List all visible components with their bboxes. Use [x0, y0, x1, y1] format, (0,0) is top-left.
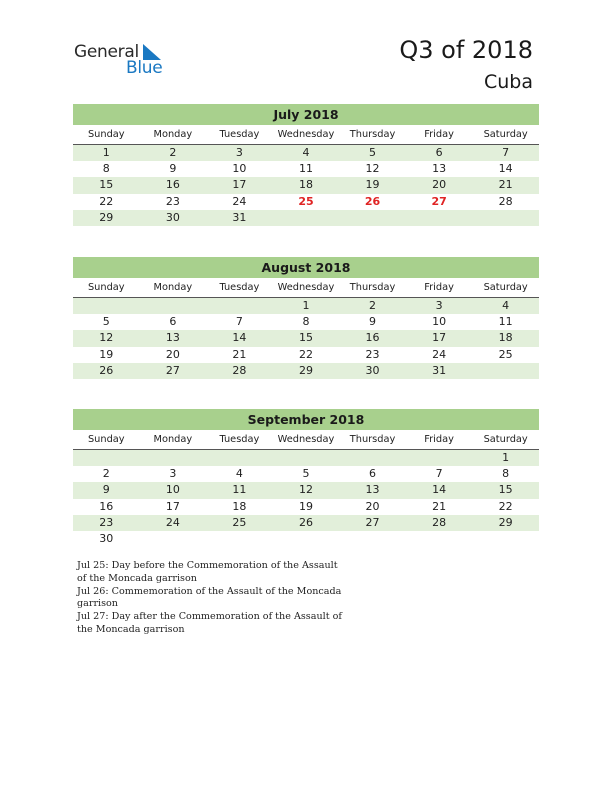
day-cell: 19	[298, 499, 313, 513]
day-cell	[406, 450, 473, 466]
day-cell: 11	[498, 315, 513, 329]
day-cell: 15	[298, 331, 313, 345]
weekday-label: Sunday	[87, 434, 125, 445]
day-cell: 26	[298, 515, 313, 529]
week-row	[73, 531, 539, 547]
day-cell: 31	[432, 363, 447, 377]
day-cell	[339, 210, 406, 226]
week-row	[73, 363, 539, 379]
week-row	[73, 499, 539, 515]
weekday-label: Saturday	[483, 282, 528, 293]
day-cell: 21	[432, 499, 447, 513]
generalblue-logo	[74, 42, 174, 78]
day-cell: 1	[302, 299, 310, 312]
holiday-note: Jul 26: Commemoration of the Assault of the Moncada garrison	[77, 585, 342, 610]
day-cell: 22	[298, 347, 313, 361]
weekday-label: Friday	[424, 129, 454, 140]
weekday-label: Sunday	[87, 282, 125, 293]
weekday-label: Tuesday	[219, 129, 260, 140]
week-row	[73, 314, 539, 330]
weeks-container	[73, 145, 539, 226]
day-cell: 14	[432, 483, 447, 497]
day-cell: 3	[169, 467, 177, 481]
country-name: Cuba	[483, 71, 533, 93]
day-cell: 20	[432, 178, 447, 192]
month-calendar-august	[73, 257, 539, 379]
weeks-container	[73, 450, 539, 547]
day-cell: 25	[498, 347, 513, 361]
day-cell: 30	[365, 363, 380, 377]
holiday-day-cell: 25	[298, 194, 314, 208]
weekday-label: Thursday	[349, 129, 396, 140]
day-cell: 16	[365, 331, 380, 345]
weekday-label: Tuesday	[219, 434, 260, 445]
day-cell: 30	[165, 210, 180, 224]
day-cell: 4	[302, 146, 310, 159]
day-cell: 9	[169, 162, 177, 176]
week-row	[73, 466, 539, 482]
day-cell	[472, 210, 539, 226]
day-cell	[406, 210, 473, 226]
weekday-label: Wednesday	[277, 282, 335, 293]
logo-text-blue: Blue	[126, 58, 163, 78]
week-row	[73, 450, 539, 466]
day-cell: 17	[165, 499, 180, 513]
day-cell: 24	[165, 515, 180, 529]
day-cell: 22	[498, 499, 513, 513]
day-cell: 24	[232, 194, 247, 208]
week-row	[73, 194, 539, 210]
day-cell: 17	[232, 178, 247, 192]
holiday-note: Jul 27: Day after the Commemoration of the Assault of the Moncada garrison	[77, 611, 342, 635]
day-cell: 20	[365, 499, 380, 513]
day-cell: 28	[232, 363, 247, 377]
weekday-header-row	[73, 432, 539, 450]
day-cell: 10	[432, 315, 447, 329]
weekday-label: Friday	[424, 434, 454, 445]
day-cell: 7	[435, 467, 443, 481]
week-row	[73, 145, 539, 161]
day-cell	[273, 531, 340, 547]
week-row	[73, 347, 539, 363]
day-cell	[140, 450, 207, 466]
day-cell: 30	[99, 531, 114, 545]
day-cell	[140, 298, 207, 314]
week-row	[73, 298, 539, 314]
day-cell: 21	[232, 347, 247, 361]
day-cell: 6	[169, 315, 177, 329]
day-cell: 2	[102, 467, 110, 481]
day-cell: 14	[232, 331, 247, 345]
weekday-label: Thursday	[349, 282, 396, 293]
month-calendar-september	[73, 409, 539, 547]
month-title: July 2018	[73, 104, 539, 125]
day-cell: 15	[498, 483, 513, 497]
day-cell: 18	[232, 499, 247, 513]
day-cell: 5	[302, 467, 310, 481]
day-cell: 15	[99, 178, 114, 192]
week-row	[73, 330, 539, 346]
day-cell: 8	[302, 315, 310, 329]
day-cell: 29	[498, 515, 513, 529]
weekday-label: Monday	[153, 282, 193, 293]
day-cell	[273, 210, 340, 226]
day-cell: 13	[165, 331, 180, 345]
day-cell: 23	[365, 347, 380, 361]
day-cell: 6	[369, 467, 377, 481]
week-row	[73, 515, 539, 531]
week-row	[73, 177, 539, 193]
holiday-note: Jul 25: Day before the Commemoration of the Assault of the Moncada garrison	[77, 560, 338, 584]
day-cell: 26	[99, 363, 114, 377]
day-cell: 2	[369, 299, 377, 312]
day-cell: 10	[165, 483, 180, 497]
day-cell: 29	[99, 210, 114, 224]
day-cell: 7	[502, 146, 510, 159]
day-cell	[140, 531, 207, 547]
month-title: September 2018	[73, 409, 539, 430]
day-cell: 28	[498, 194, 513, 208]
day-cell	[472, 531, 539, 547]
day-cell: 3	[235, 146, 243, 159]
week-row	[73, 482, 539, 498]
day-cell: 17	[432, 331, 447, 345]
day-cell: 21	[498, 178, 513, 192]
day-cell: 11	[298, 162, 313, 176]
logo-text-general: General	[74, 42, 139, 62]
day-cell: 31	[232, 210, 247, 224]
day-cell	[206, 298, 273, 314]
day-cell: 11	[232, 483, 247, 497]
month-title: August 2018	[73, 257, 539, 278]
day-cell: 8	[102, 162, 110, 176]
day-cell: 20	[165, 347, 180, 361]
day-cell: 6	[435, 146, 443, 159]
weekday-label: Wednesday	[277, 434, 335, 445]
day-cell: 19	[99, 347, 114, 361]
day-cell: 29	[298, 363, 313, 377]
day-cell: 18	[298, 178, 313, 192]
day-cell: 27	[165, 363, 180, 377]
weekday-label: Thursday	[349, 434, 396, 445]
weekday-label: Monday	[153, 434, 193, 445]
day-cell: 24	[432, 347, 447, 361]
weekday-label: Saturday	[483, 129, 528, 140]
day-cell: 10	[232, 162, 247, 176]
day-cell	[472, 363, 539, 379]
day-cell: 12	[298, 483, 313, 497]
weekday-header-row	[73, 127, 539, 145]
day-cell: 22	[99, 194, 114, 208]
week-row	[73, 210, 539, 226]
day-cell: 13	[365, 483, 380, 497]
day-cell	[406, 531, 473, 547]
day-cell: 12	[99, 331, 114, 345]
day-cell: 12	[365, 162, 380, 176]
day-cell: 28	[432, 515, 447, 529]
day-cell: 27	[365, 515, 380, 529]
day-cell	[339, 450, 406, 466]
day-cell: 7	[235, 315, 243, 329]
day-cell	[206, 450, 273, 466]
day-cell: 25	[232, 515, 247, 529]
month-calendar-july	[73, 104, 539, 226]
day-cell: 23	[99, 515, 114, 529]
day-cell	[339, 531, 406, 547]
weekday-label: Wednesday	[277, 129, 335, 140]
day-cell: 16	[99, 499, 114, 513]
day-cell: 1	[102, 146, 110, 159]
day-cell: 5	[102, 315, 110, 329]
day-cell: 2	[169, 146, 177, 159]
day-cell	[73, 450, 140, 466]
weekday-label: Sunday	[87, 129, 125, 140]
week-row	[73, 161, 539, 177]
day-cell: 4	[235, 467, 243, 481]
day-cell: 1	[502, 451, 510, 464]
weekday-label: Friday	[424, 282, 454, 293]
weekday-label: Saturday	[483, 434, 528, 445]
page-title: Q3 of 2018	[399, 36, 533, 64]
day-cell: 5	[369, 146, 377, 159]
holiday-day-cell: 27	[431, 194, 447, 208]
day-cell: 16	[165, 178, 180, 192]
day-cell	[206, 531, 273, 547]
day-cell: 14	[498, 162, 513, 176]
day-cell: 4	[502, 299, 510, 312]
day-cell: 19	[365, 178, 380, 192]
weeks-container	[73, 298, 539, 379]
day-cell: 8	[502, 467, 510, 481]
weekday-header-row	[73, 280, 539, 298]
holiday-day-cell: 26	[364, 194, 381, 208]
weekday-label: Tuesday	[219, 282, 260, 293]
day-cell: 13	[432, 162, 447, 176]
day-cell: 3	[435, 299, 443, 312]
day-cell: 9	[102, 483, 110, 497]
holiday-notes	[77, 560, 347, 637]
weekday-label: Monday	[153, 129, 193, 140]
day-cell: 23	[165, 194, 180, 208]
day-cell: 18	[498, 331, 513, 345]
day-cell	[273, 450, 340, 466]
day-cell	[73, 298, 140, 314]
day-cell: 9	[369, 315, 377, 329]
